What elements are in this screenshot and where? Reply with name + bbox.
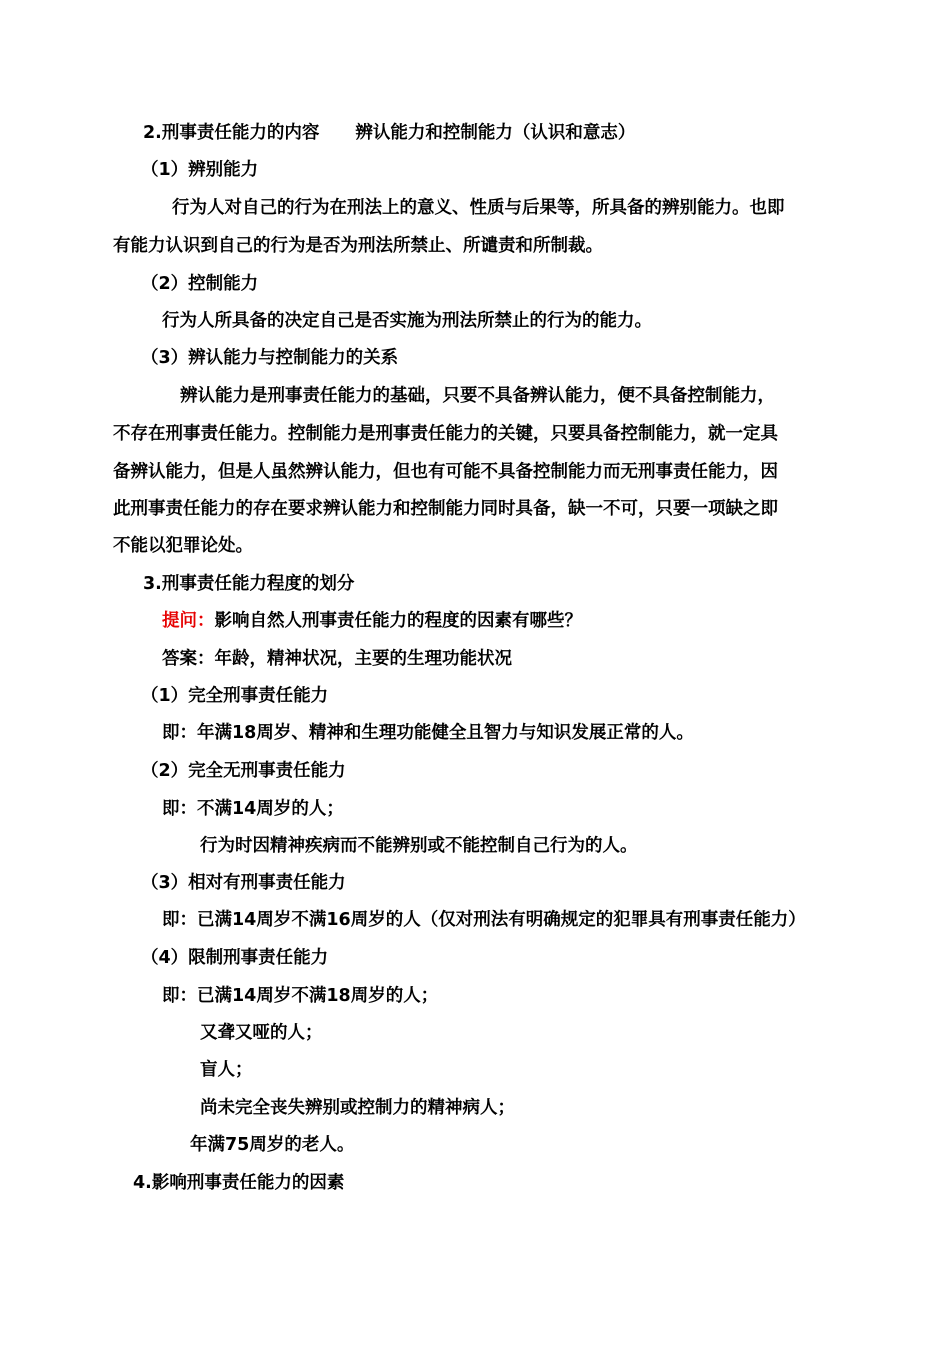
subsection-heading: （3）相对有刑事责任能力 <box>141 873 346 893</box>
section-title: 2.刑事责任能力的内容 <box>143 123 320 143</box>
question-text: 影响自然人刑事责任能力的程度的因素有哪些？ <box>214 611 582 631</box>
paragraph-line: 不存在刑事责任能力。控制能力是刑事责任能力的关键，只要具备控制能力，就一定具 <box>113 424 778 444</box>
paragraph-line: 行为时因精神疾病而不能辨别或不能控制自己行为的人。 <box>200 836 638 856</box>
paragraph-line: 不能以犯罪论处。 <box>113 536 253 556</box>
paragraph-line: 行为人对自己的行为在刑法上的意义、性质与后果等，所具备的辨别能力。也即 <box>172 198 785 218</box>
paragraph-line: 行为人所具备的决定自己是否实施为刑法所禁止的行为的能力。 <box>162 311 652 331</box>
question-label: 提问： <box>162 611 215 631</box>
section-heading <box>143 121 635 145</box>
paragraph-line: 即：已满14周岁不满16周岁的人（仅对刑法有明确规定的犯罪具有刑事责任能力） <box>162 910 806 930</box>
paragraph-line: 盲人； <box>200 1060 253 1080</box>
paragraph-line: 此刑事责任能力的存在要求辨认能力和控制能力同时具备，缺一不可，只要一项缺之即 <box>113 499 778 519</box>
paragraph-line: 即：年满18周岁、精神和生理功能健全且智力与知识发展正常的人。 <box>162 723 694 743</box>
subsection-heading: （1）完全刑事责任能力 <box>141 686 329 706</box>
paragraph-line: 又聋又哑的人； <box>200 1023 323 1043</box>
subsection-heading: （2）完全无刑事责任能力 <box>141 761 346 781</box>
subsection-heading: （4）限制刑事责任能力 <box>141 948 329 968</box>
paragraph-line: 年满75周岁的老人。 <box>190 1135 355 1155</box>
paragraph-line: 即：不满14周岁的人； <box>162 799 344 819</box>
paragraph-line: 即：已满14周岁不满18周岁的人； <box>162 986 439 1006</box>
question-line <box>162 609 582 633</box>
subsection-heading: （1）辨别能力 <box>141 160 259 180</box>
paragraph-line: 有能力认识到自己的行为是否为刑法所禁止、所谴责和所制裁。 <box>113 236 603 256</box>
subsection-heading: （2）控制能力 <box>141 274 259 294</box>
subsection-heading: （3）辨认能力与控制能力的关系 <box>141 348 399 368</box>
section-heading: 3.刑事责任能力程度的划分 <box>143 574 355 594</box>
paragraph-line: 备辨认能力，但是人虽然辨认能力，但也有可能不具备控制能力而无刑事责任能力，因 <box>113 462 778 482</box>
section-heading: 4.影响刑事责任能力的因素 <box>133 1173 345 1193</box>
paragraph-line: 尚未完全丧失辨别或控制力的精神病人； <box>200 1098 515 1118</box>
paragraph-line: 辨认能力是刑事责任能力的基础，只要不具备辨认能力，便不具备控制能力， <box>180 386 775 406</box>
section-subtitle: 辨认能力和控制能力（认识和意志） <box>355 123 636 143</box>
answer-line: 答案：年龄，精神状况，主要的生理功能状况 <box>162 649 512 669</box>
